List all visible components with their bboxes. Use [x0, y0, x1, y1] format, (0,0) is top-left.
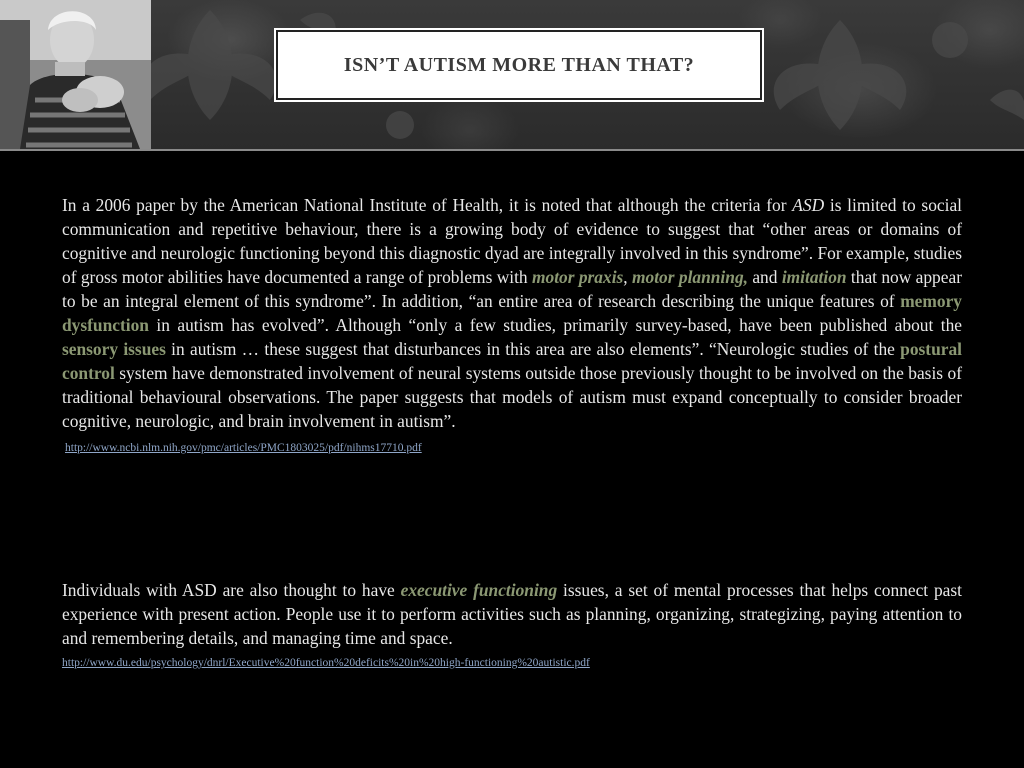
- portrait-image: [0, 0, 151, 149]
- p1-text-4: in autism has evolved”. Although “only a few studies, primarily survey-based, have been published about the: [148, 315, 962, 335]
- p1-and: and: [747, 267, 782, 287]
- motor-praxis-term: motor praxis: [531, 267, 624, 287]
- p2-text-1: Individuals with ASD are also thought to have: [62, 580, 401, 600]
- content-block-2: [62, 578, 962, 669]
- p1-text-6: system have demonstrated involvement of neural systems outside those previously thought to be involved on the basis of traditional behavioural observations. The paper suggests that models of autism must expand conceptually to consider broader cognitive, neurologic, and brain involvement in autism”.: [62, 363, 962, 431]
- paragraph-executive-functioning: [62, 578, 962, 650]
- paragraph-nih-paper: [62, 193, 962, 433]
- executive-functioning-term: executive functioning: [400, 580, 558, 600]
- slide-title: ISN’T AUTISM MORE THAN THAT?: [343, 53, 695, 76]
- motor-planning-term: motor planning,: [632, 267, 748, 287]
- title-box: [274, 28, 764, 102]
- content-block-1: [62, 193, 962, 454]
- p1-text-5: in autism … these suggest that disturbances in this area are also elements”. “Neurologic studies of the: [165, 339, 901, 359]
- asd-term: ASD: [792, 195, 825, 215]
- portrait-photo: [0, 0, 151, 149]
- p1-text-1: In a 2006 paper by the American National Institute of Health, it is noted that although the criteria for: [62, 195, 793, 215]
- du-paper-link[interactable]: http://www.du.edu/psychology/dnrl/Executive%20function%20deficits%20in%20high-functioning%20autistic.pdf: [62, 657, 590, 669]
- sensory-issues-term: sensory issues: [62, 339, 166, 359]
- p1-text-3: that now appear to be an integral element of this syndrome”. In addition, “an entire area of research describing the unique features of: [62, 267, 962, 311]
- p2-text-2: issues, a set of mental processes that helps connect past experience with present action. People use it to perform activities such as planning, organizing, strategizing, paying attention to and remembering details, and managing time and space.: [62, 580, 962, 648]
- p1-comma: ,: [623, 267, 632, 287]
- postural-control-term: postural control: [62, 339, 962, 383]
- nih-paper-link[interactable]: http://www.ncbi.nlm.nih.gov/pmc/articles/PMC1803025/pdf/nihms17710.pdf: [65, 442, 422, 454]
- p1-text-2: is limited to social communication and repetitive behaviour, there is a growing body of evidence to suggest that “other areas or domains of cognitive and neurologic functioning beyond this diagnostic dyad are integrally involved in this syndrome”. For example, studies of gross motor abilities have documented a range of problems with: [62, 195, 962, 287]
- memory-dysfunction-term: memory dysfunction: [62, 291, 962, 335]
- slide-header: [0, 0, 1024, 151]
- imitation-term: imitation: [781, 267, 847, 287]
